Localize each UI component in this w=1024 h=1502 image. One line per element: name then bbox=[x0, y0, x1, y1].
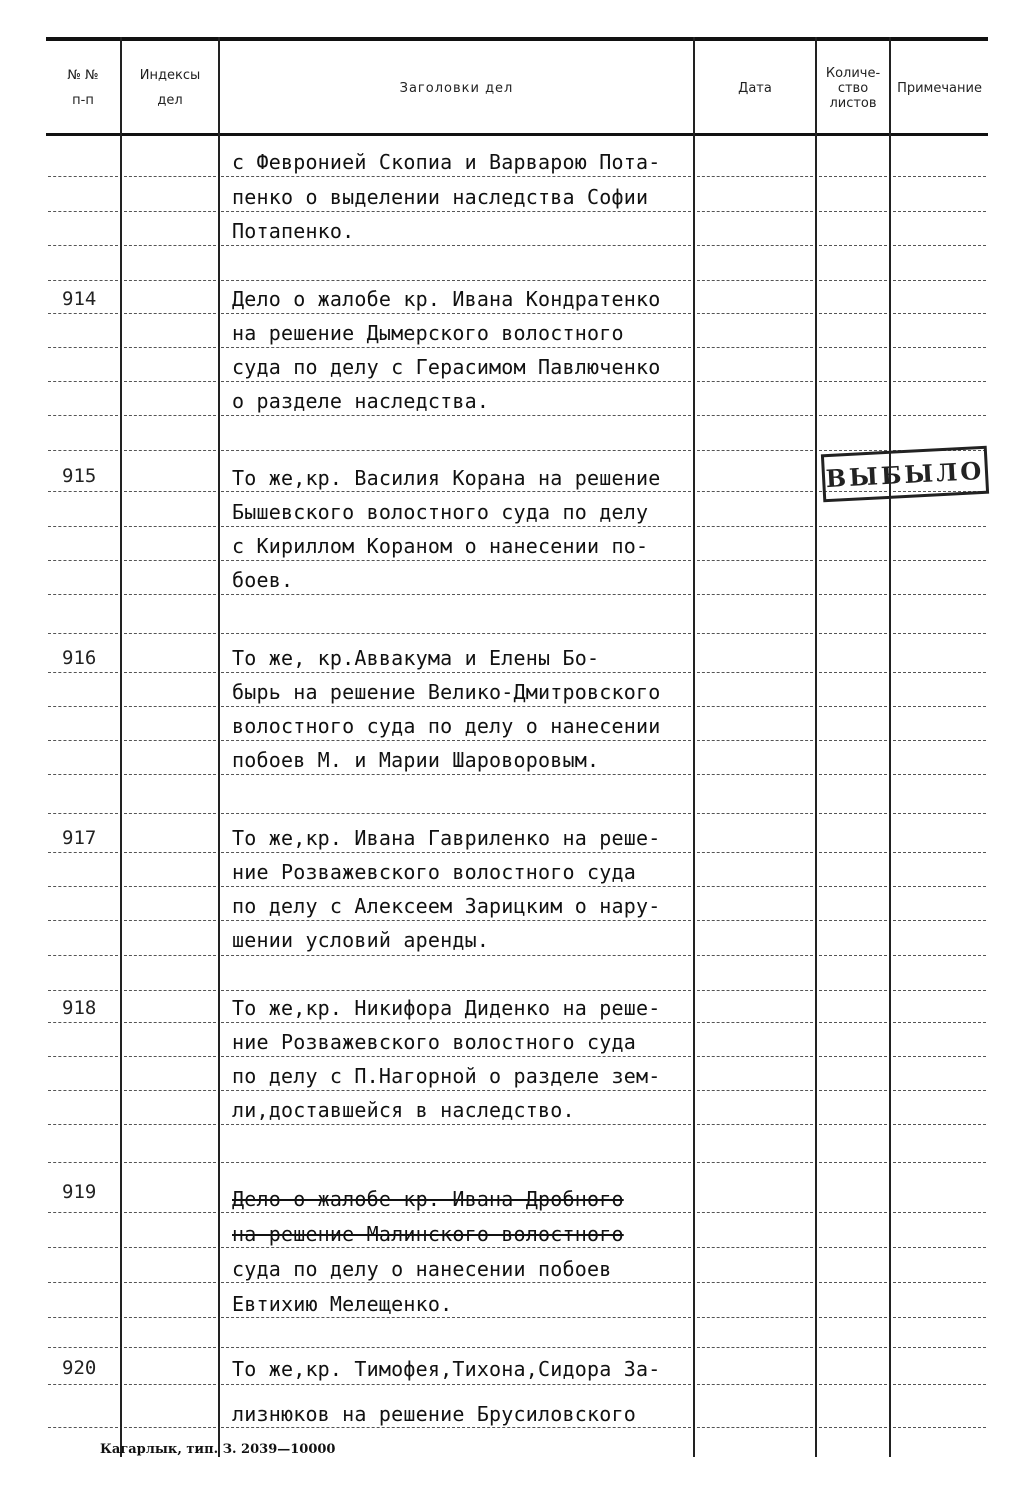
ruled-line bbox=[893, 813, 986, 814]
ruled-line bbox=[221, 1384, 691, 1385]
ruled-line bbox=[124, 672, 216, 673]
ruled-line bbox=[697, 1282, 813, 1283]
ruled-line bbox=[48, 313, 118, 314]
ruled-line bbox=[124, 1317, 216, 1318]
ruled-line bbox=[221, 1317, 691, 1318]
ruled-line bbox=[697, 1162, 813, 1163]
entry-line: по делу с Алексеем Зарицким о нару- bbox=[232, 894, 661, 918]
ruled-line bbox=[697, 852, 813, 853]
ruled-line bbox=[48, 560, 118, 561]
ruled-line bbox=[697, 813, 813, 814]
ruled-line bbox=[221, 920, 691, 921]
ruled-line bbox=[124, 990, 216, 991]
entry-line: То же,кр. Никифора Диденко на реше- bbox=[232, 996, 661, 1020]
printer-imprint: Кагарлык, тип. З. 2039—10000 bbox=[100, 1442, 336, 1457]
ruled-line bbox=[124, 1124, 216, 1125]
ruled-line bbox=[819, 1162, 887, 1163]
ruled-line bbox=[893, 415, 986, 416]
ruled-line bbox=[48, 740, 118, 741]
ruled-line bbox=[221, 1347, 691, 1348]
ruled-line bbox=[893, 852, 986, 853]
ruled-line bbox=[893, 1427, 986, 1428]
ruled-line bbox=[124, 706, 216, 707]
ruled-line bbox=[893, 1212, 986, 1213]
header-bottom-rule bbox=[46, 133, 988, 136]
ruled-line bbox=[697, 1247, 813, 1248]
ruled-line bbox=[48, 886, 118, 887]
entry-line: То же, кр.Аввакума и Елены Бо- bbox=[232, 646, 600, 670]
ruled-line bbox=[697, 245, 813, 246]
ruled-line bbox=[48, 813, 118, 814]
ruled-line bbox=[819, 1247, 887, 1248]
ruled-line bbox=[48, 852, 118, 853]
ruled-line bbox=[48, 633, 118, 634]
entry-line: побоев М. и Марии Шароворовым. bbox=[232, 748, 600, 772]
ruled-line bbox=[697, 1384, 813, 1385]
ruled-line bbox=[124, 594, 216, 595]
header-count-line3: листов bbox=[829, 95, 877, 111]
ruled-line bbox=[221, 852, 691, 853]
entry-line: То же,кр. Василия Корана на решение bbox=[232, 466, 661, 490]
ruled-line bbox=[221, 526, 691, 527]
ruled-line bbox=[221, 1090, 691, 1091]
ruled-line bbox=[819, 1056, 887, 1057]
ruled-line bbox=[124, 176, 216, 177]
ruled-line bbox=[697, 1427, 813, 1428]
ruled-line bbox=[697, 560, 813, 561]
ruled-line bbox=[221, 1056, 691, 1057]
ruled-line bbox=[124, 1022, 216, 1023]
ruled-line bbox=[124, 886, 216, 887]
column-divider bbox=[693, 37, 695, 1457]
ruled-line bbox=[124, 633, 216, 634]
ruled-line bbox=[697, 1212, 813, 1213]
ruled-line bbox=[819, 1124, 887, 1125]
ruled-line bbox=[819, 526, 887, 527]
ruled-line bbox=[819, 245, 887, 246]
ruled-line bbox=[819, 955, 887, 956]
ruled-line bbox=[124, 774, 216, 775]
ruled-line bbox=[893, 1056, 986, 1057]
entry-number: 919 bbox=[62, 1181, 97, 1203]
ruled-line bbox=[124, 740, 216, 741]
ruled-line bbox=[819, 176, 887, 177]
entry-line: лизнюков на решение Брусиловского bbox=[232, 1402, 636, 1426]
ruled-line bbox=[819, 886, 887, 887]
entry-number: 918 bbox=[62, 997, 97, 1019]
ruled-line bbox=[819, 813, 887, 814]
ruled-line bbox=[221, 560, 691, 561]
ruled-line bbox=[221, 774, 691, 775]
ruled-line bbox=[124, 526, 216, 527]
ruled-line bbox=[221, 1427, 691, 1428]
ruled-line bbox=[124, 245, 216, 246]
entry-line: волостного суда по делу о нанесении bbox=[232, 714, 661, 738]
entry-number: 916 bbox=[62, 647, 97, 669]
ruled-line bbox=[697, 990, 813, 991]
entry-line: ние Розважевского волостного суда bbox=[232, 1030, 636, 1054]
ruled-line bbox=[48, 1317, 118, 1318]
ruled-line bbox=[124, 1347, 216, 1348]
ruled-line bbox=[124, 450, 216, 451]
ruled-line bbox=[819, 1212, 887, 1213]
ruled-line bbox=[221, 1022, 691, 1023]
ruled-line bbox=[221, 955, 691, 956]
ruled-line bbox=[893, 1090, 986, 1091]
ruled-line bbox=[124, 920, 216, 921]
ruled-line bbox=[124, 813, 216, 814]
ruled-line bbox=[221, 415, 691, 416]
ruled-line bbox=[221, 740, 691, 741]
ruled-line bbox=[893, 672, 986, 673]
ruled-line bbox=[221, 211, 691, 212]
ruled-line bbox=[221, 176, 691, 177]
ruled-line bbox=[893, 1022, 986, 1023]
ruled-line bbox=[819, 381, 887, 382]
ruled-line bbox=[819, 740, 887, 741]
ruled-line bbox=[221, 672, 691, 673]
ruled-line bbox=[893, 594, 986, 595]
ruled-line bbox=[893, 560, 986, 561]
ruled-line bbox=[221, 280, 691, 281]
ruled-line bbox=[221, 633, 691, 634]
ruled-line bbox=[819, 1384, 887, 1385]
header-title bbox=[220, 45, 693, 131]
ruled-line bbox=[819, 415, 887, 416]
ruled-line bbox=[48, 491, 118, 492]
header-title-text: Заголовки дел bbox=[399, 80, 514, 96]
entry-number: 915 bbox=[62, 465, 97, 487]
ruled-line bbox=[819, 774, 887, 775]
ruled-line bbox=[697, 1317, 813, 1318]
ruled-line bbox=[893, 211, 986, 212]
ruled-line bbox=[221, 594, 691, 595]
column-divider bbox=[889, 37, 891, 1457]
ruled-line bbox=[124, 852, 216, 853]
ruled-line bbox=[819, 560, 887, 561]
ruled-line bbox=[819, 211, 887, 212]
ruled-line bbox=[893, 526, 986, 527]
entry-line: То же,кр. Тимофея,Тихона,Сидора За- bbox=[232, 1357, 661, 1381]
ruled-line bbox=[893, 1317, 986, 1318]
entry-line: ли,доставшейся в наследство. bbox=[232, 1098, 575, 1122]
ruled-line bbox=[893, 955, 986, 956]
ruled-line bbox=[819, 706, 887, 707]
ruled-line bbox=[819, 1317, 887, 1318]
ruled-line bbox=[124, 1090, 216, 1091]
ruled-line bbox=[697, 176, 813, 177]
ruled-line bbox=[48, 381, 118, 382]
ruled-line bbox=[48, 1427, 118, 1428]
ruled-line bbox=[221, 1247, 691, 1248]
entry-line: Дело о жалобе кр. Ивана Кондратенко bbox=[232, 287, 661, 311]
entry-line: суда по делу о нанесении побоев bbox=[232, 1257, 612, 1281]
ruled-line bbox=[697, 381, 813, 382]
entry-number: 917 bbox=[62, 827, 97, 849]
ruled-line bbox=[697, 280, 813, 281]
ruled-line bbox=[819, 1090, 887, 1091]
ruled-line bbox=[48, 955, 118, 956]
entry-line: боев. bbox=[232, 568, 294, 592]
ruled-line bbox=[221, 813, 691, 814]
ruled-line bbox=[48, 280, 118, 281]
ruled-line bbox=[124, 1384, 216, 1385]
header-date-text: Дата bbox=[738, 80, 772, 96]
ruled-line bbox=[221, 990, 691, 991]
ruled-line bbox=[48, 1056, 118, 1057]
ruled-line bbox=[48, 594, 118, 595]
ruled-line bbox=[893, 774, 986, 775]
header-index bbox=[122, 45, 218, 131]
entry-number: 920 bbox=[62, 1357, 97, 1379]
ruled-line bbox=[48, 450, 118, 451]
ruled-line bbox=[697, 886, 813, 887]
ruled-line bbox=[124, 491, 216, 492]
ruled-line bbox=[697, 594, 813, 595]
ruled-line bbox=[697, 450, 813, 451]
ruled-line bbox=[893, 990, 986, 991]
ruled-line bbox=[48, 774, 118, 775]
ruled-line bbox=[48, 1090, 118, 1091]
header-count-line1: Количе- bbox=[825, 65, 881, 81]
ruled-line bbox=[697, 211, 813, 212]
ruled-line bbox=[124, 955, 216, 956]
entry-line: пенко о выделении наследства Софии bbox=[232, 185, 649, 209]
entry-line: Потапенко. bbox=[232, 219, 355, 243]
ruled-line bbox=[697, 1347, 813, 1348]
ruled-line bbox=[221, 381, 691, 382]
header-index-line2: дел bbox=[157, 93, 183, 108]
ruled-line bbox=[48, 990, 118, 991]
ruled-line bbox=[221, 706, 691, 707]
entry-line: Евтихию Мелещенко. bbox=[232, 1292, 453, 1316]
ruled-line bbox=[697, 347, 813, 348]
ruled-line bbox=[819, 1282, 887, 1283]
ruled-line bbox=[48, 1384, 118, 1385]
ruled-line bbox=[124, 1056, 216, 1057]
entry-line: суда по делу с Герасимом Павлюченко bbox=[232, 355, 661, 379]
ruled-line bbox=[124, 1247, 216, 1248]
ruled-line bbox=[221, 1124, 691, 1125]
header-sheet-count bbox=[817, 45, 889, 131]
ruled-line bbox=[819, 347, 887, 348]
ruled-line bbox=[819, 990, 887, 991]
header-note-text: Примечание bbox=[897, 80, 982, 96]
ruled-line bbox=[819, 280, 887, 281]
ruled-line bbox=[819, 1022, 887, 1023]
ruled-line bbox=[697, 1090, 813, 1091]
ruled-line bbox=[893, 1347, 986, 1348]
entry-line: по делу с П.Нагорной о разделе зем- bbox=[232, 1064, 661, 1088]
header-number-line2: п-п bbox=[72, 93, 94, 108]
ruled-line bbox=[819, 313, 887, 314]
ruled-line bbox=[221, 1212, 691, 1213]
column-divider bbox=[815, 37, 817, 1457]
ruled-line bbox=[893, 347, 986, 348]
entry-line: с Февронией Скопиа и Варварою Пота- bbox=[232, 150, 661, 174]
ruled-line bbox=[697, 415, 813, 416]
ruled-line bbox=[819, 1347, 887, 1348]
ruled-line bbox=[48, 176, 118, 177]
entry-line-struck: на решение Малинского волостного bbox=[232, 1222, 624, 1246]
ruled-line bbox=[697, 491, 813, 492]
ruled-line bbox=[819, 633, 887, 634]
ruled-line bbox=[893, 706, 986, 707]
entry-line: о разделе наследства. bbox=[232, 389, 490, 413]
entry-line: ние Розважевского волостного суда bbox=[232, 860, 636, 884]
ruled-line bbox=[48, 920, 118, 921]
entry-line: шении условий аренды. bbox=[232, 928, 490, 952]
ruled-line bbox=[697, 740, 813, 741]
entry-line-struck: Дело о жалобе кр. Ивана Дробного bbox=[232, 1187, 624, 1211]
ruled-line bbox=[48, 526, 118, 527]
ruled-line bbox=[124, 280, 216, 281]
ruled-line bbox=[221, 245, 691, 246]
ruled-line bbox=[697, 672, 813, 673]
ruled-line bbox=[124, 560, 216, 561]
table-top-rule bbox=[46, 37, 988, 41]
header-index-line1: Индексы bbox=[139, 68, 201, 83]
ruled-line bbox=[893, 176, 986, 177]
ruled-line bbox=[221, 1162, 691, 1163]
ruled-line bbox=[819, 920, 887, 921]
header-note bbox=[891, 45, 988, 131]
ruled-line bbox=[893, 280, 986, 281]
ruled-line bbox=[221, 450, 691, 451]
ruled-line bbox=[819, 1427, 887, 1428]
ruled-line bbox=[221, 491, 691, 492]
ruled-line bbox=[48, 1347, 118, 1348]
ruled-line bbox=[221, 886, 691, 887]
ruled-line bbox=[697, 526, 813, 527]
ruled-line bbox=[819, 672, 887, 673]
withdrawn-stamp: ВЫБЫЛО bbox=[821, 446, 989, 503]
column-divider bbox=[218, 37, 220, 1457]
ruled-line bbox=[697, 1022, 813, 1023]
ruled-line bbox=[697, 706, 813, 707]
ruled-line bbox=[697, 1124, 813, 1125]
ruled-line bbox=[893, 245, 986, 246]
ruled-line bbox=[819, 852, 887, 853]
ruled-line bbox=[221, 1282, 691, 1283]
ruled-line bbox=[221, 347, 691, 348]
entry-number: 914 bbox=[62, 288, 97, 310]
ruled-line bbox=[124, 347, 216, 348]
ruled-line bbox=[697, 633, 813, 634]
ruled-line bbox=[893, 740, 986, 741]
ruled-line bbox=[124, 211, 216, 212]
ruled-line bbox=[221, 313, 691, 314]
ruled-line bbox=[819, 594, 887, 595]
ruled-line bbox=[893, 381, 986, 382]
ruled-line bbox=[697, 955, 813, 956]
ruled-line bbox=[124, 1162, 216, 1163]
ruled-line bbox=[48, 347, 118, 348]
entry-line: с Кириллом Кораном о нанесении по- bbox=[232, 534, 649, 558]
ruled-line bbox=[124, 313, 216, 314]
header-date bbox=[695, 45, 815, 131]
ruled-line bbox=[48, 1212, 118, 1213]
entry-line: То же,кр. Ивана Гавриленко на реше- bbox=[232, 826, 661, 850]
header-number-line1: № № bbox=[67, 68, 99, 83]
ruled-line bbox=[48, 672, 118, 673]
ruled-line bbox=[48, 1247, 118, 1248]
ruled-line bbox=[697, 1056, 813, 1057]
ruled-line bbox=[697, 920, 813, 921]
ruled-line bbox=[893, 920, 986, 921]
ruled-line bbox=[48, 415, 118, 416]
ruled-line bbox=[124, 1212, 216, 1213]
ruled-line bbox=[893, 886, 986, 887]
ruled-line bbox=[48, 1282, 118, 1283]
ruled-line bbox=[697, 774, 813, 775]
ruled-line bbox=[48, 245, 118, 246]
ruled-line bbox=[124, 381, 216, 382]
ruled-line bbox=[893, 1247, 986, 1248]
ruled-line bbox=[893, 313, 986, 314]
ruled-line bbox=[48, 1124, 118, 1125]
header-count-line2: ство bbox=[837, 80, 869, 96]
ruled-line bbox=[48, 211, 118, 212]
entry-line: бырь на решение Велико-Дмитровского bbox=[232, 680, 661, 704]
entry-line: Бышевского волостного суда по делу bbox=[232, 500, 649, 524]
ruled-line bbox=[48, 706, 118, 707]
ruled-line bbox=[124, 415, 216, 416]
ruled-line bbox=[124, 1282, 216, 1283]
ruled-line bbox=[124, 1427, 216, 1428]
header-number bbox=[46, 45, 120, 131]
ruled-line bbox=[48, 1162, 118, 1163]
ruled-line bbox=[697, 313, 813, 314]
ruled-line bbox=[893, 1162, 986, 1163]
ruled-line bbox=[893, 1384, 986, 1385]
ruled-line bbox=[893, 633, 986, 634]
ruled-line bbox=[893, 1124, 986, 1125]
ruled-line bbox=[893, 1282, 986, 1283]
entry-line: на решение Дымерского волостного bbox=[232, 321, 624, 345]
column-divider bbox=[120, 37, 122, 1457]
ruled-line bbox=[48, 1022, 118, 1023]
